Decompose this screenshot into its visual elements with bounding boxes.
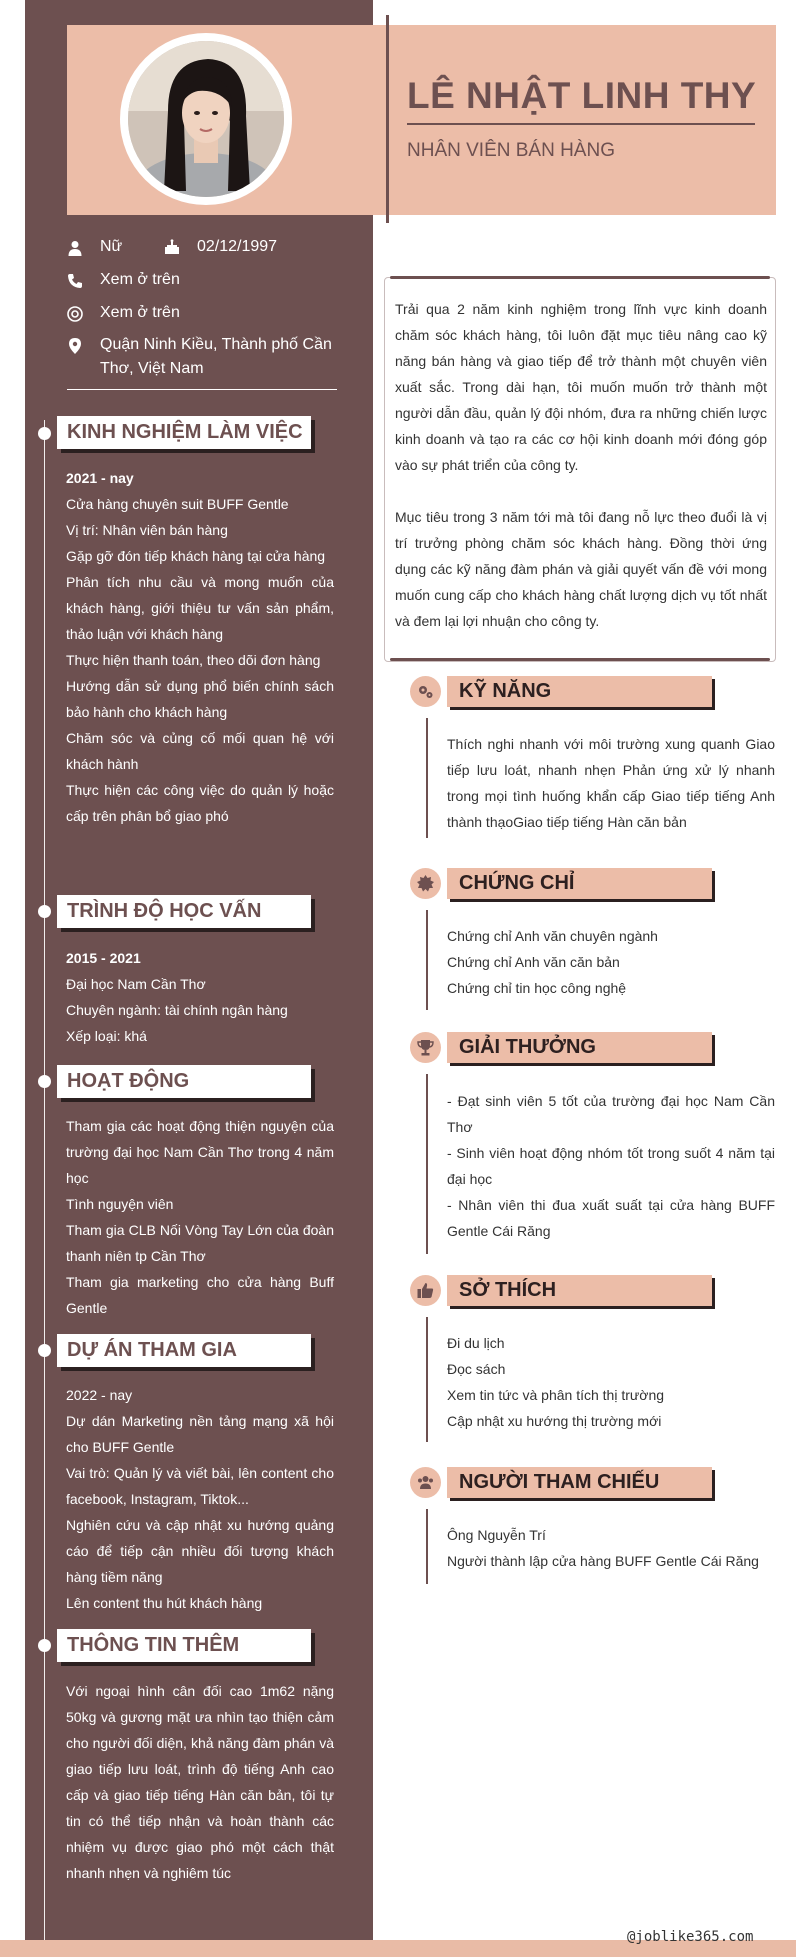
references-icon-badge — [410, 1467, 441, 1498]
experience-item: Phân tích nhu cầu và mong muốn của khách hàng, giới thiệu tư vấn sản phẩm, thảo luận với khách hàng — [66, 574, 334, 642]
activity-item: Tham gia marketing cho cửa hàng Buff Gentle — [66, 1274, 334, 1316]
experience-item: Thực hiện các công việc do quản lý hoặc cấp trên phân bổ giao phó — [66, 782, 334, 824]
watermark: @joblike365.com — [627, 1929, 754, 1945]
skills-content — [447, 731, 775, 835]
skills-text: Thích nghi nhanh với môi trường xung quanh Giao tiếp lưu loát, nhanh nhẹn Phản ứng xử lý nhanh trong mọi tình huống khẩn cấp Giao tiếp tiếng Anh thành thạoGiao tiếp tiếng Hàn căn bản — [447, 736, 775, 830]
gender-value: Nữ — [100, 238, 123, 255]
awards-title: GIẢI THƯỞNG — [459, 1036, 596, 1058]
at-sign-icon — [67, 306, 83, 322]
references-header — [447, 1467, 712, 1498]
hobby-item: Đọc sách — [447, 1361, 506, 1377]
experience-item: Hướng dẫn sử dụng phổ biến chính sách bảo hành cho khách hàng — [66, 678, 334, 720]
objective-paragraph-1: Trải qua 2 năm kinh nghiệm trong lĩnh vực kinh doanh chăm sóc khách hàng, tôi luôn đặt mục tiêu nâng cao kỹ năng bán hàng và giao tiếp để trở thành một chuyên viên xuất sắc. Trong dài hạn, tôi muốn muốn trở thành một người dẫn đầu, quản lý đội nhóm, đưa ra những chiến lược kinh doanh và tạo ra các cơ hội kinh doanh mới đóng góp vào sự phát triển của công ty. — [395, 301, 767, 473]
users-group-icon — [417, 1474, 434, 1491]
skills-line — [426, 718, 428, 838]
header-divider — [386, 15, 389, 223]
certificate-item: Chứng chỉ Anh văn căn bản — [447, 954, 620, 970]
hobbies-title: SỞ THÍCH — [459, 1279, 557, 1301]
skills-title: KỸ NĂNG — [459, 680, 552, 702]
extra-title: THÔNG TIN THÊM — [67, 1634, 240, 1656]
experience-item: Gặp gỡ đón tiếp khách hàng tại cửa hàng — [66, 548, 326, 564]
certificate-item: Chứng chỉ Anh văn chuyên ngành — [447, 928, 658, 944]
experience-position: Vị trí: Nhân viên bán hàng — [66, 522, 228, 538]
avatar — [128, 41, 284, 197]
references-title: NGƯỜI THAM CHIẾU — [459, 1471, 660, 1493]
objective-bottom-border — [390, 658, 770, 661]
extra-header — [57, 1629, 311, 1662]
name-underline — [407, 123, 755, 125]
education-grade: Xếp loại: khá — [66, 1028, 147, 1044]
objective-paragraph-2: Mục tiêu trong 3 năm tới mà tôi đang nỗ lực theo đuổi là vị trí trưởng phòng chăm sóc khách hàng. Đồng thời ứng dụng các kỹ năng đàm phán và giải quyết vấn đề với mong muốn cung cấp cho khách hàng chất lượng dịch vụ tốt nhất và đem lại lợi nhuận cho công ty. — [395, 509, 767, 629]
person-icon — [67, 240, 83, 256]
experience-company: Cửa hàng chuyên suit BUFF Gentle — [66, 496, 289, 512]
timeline-dot — [38, 1344, 51, 1357]
objective-top-border — [390, 276, 770, 279]
phone-icon — [67, 273, 83, 289]
projects-period: 2022 - nay — [66, 1387, 133, 1403]
address-line-2: Thơ, Việt Nam — [100, 360, 204, 377]
references-content — [447, 1522, 775, 1574]
experience-period: 2021 - nay — [66, 470, 134, 486]
education-content — [66, 945, 334, 1049]
timeline-dot — [38, 905, 51, 918]
activity-item: Tình nguyện viên — [66, 1196, 174, 1212]
candidate-name: LÊ NHẬT LINH THY — [407, 75, 757, 116]
hobby-item: Cập nhật xu hướng thị trường mới — [447, 1413, 662, 1429]
extra-content — [66, 1678, 334, 1886]
projects-title: DỰ ÁN THAM GIA — [67, 1339, 237, 1361]
reference-name: Ông Nguyễn Trí — [447, 1527, 546, 1543]
awards-icon-badge — [410, 1032, 441, 1063]
projects-content — [66, 1382, 334, 1616]
hobby-item: Xem tin tức và phân tích thị trường — [447, 1387, 665, 1403]
education-major: Chuyên ngành: tài chính ngân hàng — [66, 1002, 288, 1018]
awards-content — [447, 1088, 775, 1244]
award-item: - Đạt sinh viên 5 tốt của trường đại học Nam Cần Thơ — [447, 1093, 775, 1135]
project-item: Vai trò: Quản lý và viết bài, lên content cho facebook, Instagram, Tiktok... — [66, 1465, 334, 1507]
education-period: 2015 - 2021 — [66, 950, 141, 966]
experience-content — [66, 465, 334, 829]
education-title: TRÌNH ĐỘ HỌC VẤN — [67, 900, 262, 922]
activity-item: Tham gia CLB Nối Vòng Tay Lớn của đoàn thanh niên tp Cần Thơ — [66, 1222, 334, 1264]
certificates-content — [447, 923, 775, 1001]
info-divider — [67, 389, 337, 390]
sidebar-timeline-line — [44, 420, 45, 1957]
candidate-role: NHÂN VIÊN BÁN HÀNG — [407, 140, 615, 161]
timeline-dot — [38, 1075, 51, 1088]
project-item: Lên content thu hút khách hàng — [66, 1595, 263, 1611]
birthday-cake-icon — [164, 239, 180, 255]
activity-item: Tham gia các hoạt động thiện nguyện của trường đại học Nam Cần Thơ trong 4 năm học — [66, 1118, 334, 1186]
certificate-seal-icon — [417, 875, 434, 892]
avatar-photo — [128, 41, 284, 197]
hobby-item: Đi du lịch — [447, 1335, 505, 1351]
project-item: Dự dán Marketing nền tảng mạng xã hội cho BUFF Gentle — [66, 1413, 334, 1455]
awards-header — [447, 1032, 712, 1063]
experience-title: KINH NGHIỆM LÀM VIỆC — [67, 421, 303, 443]
birthday-value: 02/12/1997 — [197, 238, 278, 255]
certificates-title: CHỨNG CHỈ — [459, 872, 575, 894]
email-value: Xem ở trên — [100, 304, 180, 321]
hobbies-content — [447, 1330, 775, 1434]
hobbies-icon-badge — [410, 1275, 441, 1306]
hobbies-header — [447, 1275, 712, 1306]
address-line-1: Quận Ninh Kiều, Thành phố Cần — [100, 336, 332, 353]
hobbies-line — [426, 1317, 428, 1442]
timeline-dot — [38, 1639, 51, 1652]
education-school: Đại học Nam Cần Thơ — [66, 976, 206, 992]
skills-header — [447, 676, 712, 707]
extra-text: Với ngoại hình cân đối cao 1m62 nặng 50kg và gương mặt ưa nhìn tạo thiện cảm cho người đối diện, khả năng đàm phán và giao tiếp lưu loát, trình độ tiếng Anh cao cấp và giao tiếp tiếng Hàn căn bản, tôi tự tin có thể tiếp nhận và hoàn thành các nhiệm vụ được giao phó một cách thật nhanh nhẹn và nghiêm túc — [66, 1683, 334, 1881]
experience-header — [57, 416, 311, 449]
activities-content — [66, 1113, 334, 1321]
award-item: - Sinh viên hoạt động nhóm tốt trong suốt 4 năm tại đại học — [447, 1145, 775, 1187]
certificate-item: Chứng chỉ tin học công nghệ — [447, 980, 627, 996]
phone-value: Xem ở trên — [100, 271, 180, 288]
experience-item: Chăm sóc và củng cố mối quan hệ với khách hành — [66, 730, 334, 772]
thumbs-up-icon — [417, 1282, 434, 1299]
references-line — [426, 1509, 428, 1584]
timeline-dot — [38, 427, 51, 440]
experience-item: Thực hiện thanh toán, theo dõi đơn hàng — [66, 652, 321, 668]
skills-icon-badge — [410, 676, 441, 707]
activities-header — [57, 1065, 311, 1098]
reference-desc: Người thành lập cửa hàng BUFF Gentle Cái Răng — [447, 1553, 759, 1569]
trophy-icon — [417, 1039, 434, 1056]
projects-header — [57, 1334, 311, 1367]
activities-title: HOẠT ĐỘNG — [67, 1070, 190, 1092]
project-item: Nghiên cứu và cập nhật xu hướng quảng cáo để tiếp cận nhiều đối tượng khách hàng tiềm năng — [66, 1517, 334, 1585]
certificates-icon-badge — [410, 868, 441, 899]
education-header — [57, 895, 311, 928]
gears-icon — [417, 683, 434, 700]
certificates-header — [447, 868, 712, 899]
certificates-line — [426, 910, 428, 1010]
award-item: - Nhân viên thi đua xuất suất tại cửa hàng BUFF Gentle Cái Răng — [447, 1197, 775, 1239]
location-pin-icon — [67, 338, 83, 354]
awards-line — [426, 1074, 428, 1254]
